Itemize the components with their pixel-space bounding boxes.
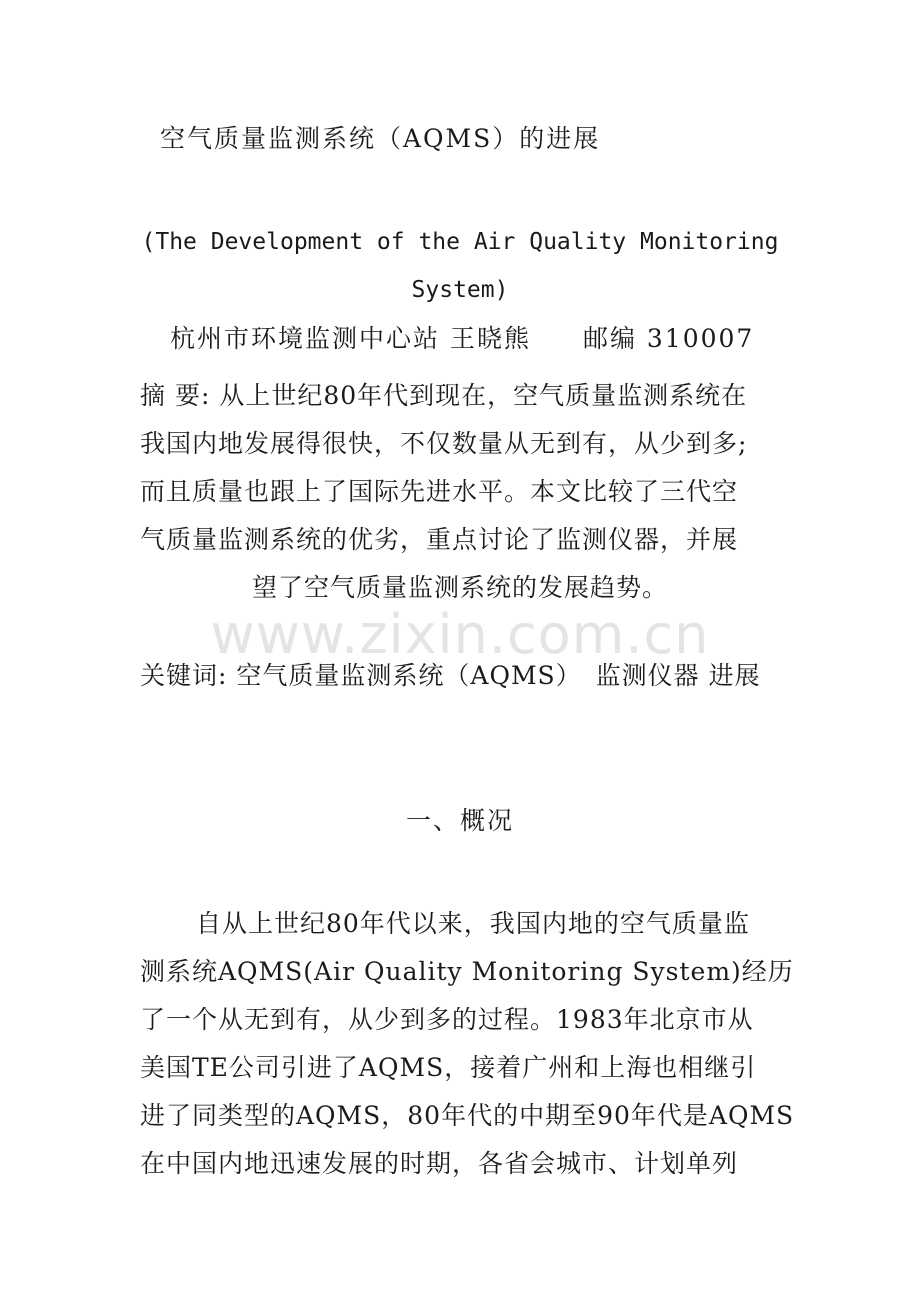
document-title: 空气质量监测系统（AQMS）的进展 <box>160 124 601 153</box>
keyword-3: 进展 <box>708 661 761 690</box>
body-line-6: 在中国内地迅速发展的时期，各省会城市、计划单列 <box>140 1149 739 1178</box>
abstract-label: 摘 要: <box>140 381 211 410</box>
body-line-5: 进了同类型的AQMS，80年代的中期至90年代是AQMS <box>140 1101 795 1130</box>
english-title: (The Development of the Air Quality Monitoring System) <box>141 229 779 303</box>
body-line-3: 了一个从无到有，从少到多的过程。1983年北京市从 <box>140 1005 754 1034</box>
abstract-line-4: 气质量监测系统的优劣，重点讨论了监测仪器，并展 <box>140 525 739 554</box>
author-affiliation: 杭州市环境监测中心站 王晓熊 <box>170 324 531 353</box>
author-postcode: 邮编 310007 <box>582 324 755 353</box>
keywords-line <box>140 661 761 691</box>
abstract-line-2: 我国内地发展得很快，不仅数量从无到有，从少到多; <box>140 429 748 458</box>
section-body <box>140 900 795 1188</box>
keywords-label: 关键词: <box>140 661 228 690</box>
section-heading: 一、概况 <box>405 806 514 835</box>
abstract-line-1: 从上世纪80年代到现在，空气质量监测系统在 <box>219 381 748 410</box>
body-line-2: 测系统AQMS(Air Quality Monitoring System)经历 <box>140 957 794 986</box>
abstract-line-3: 而且质量也跟上了国际先进水平。本文比较了三代空 <box>140 477 739 506</box>
keyword-2: 监测仪器 <box>595 661 700 690</box>
watermark: www.zixin.com.cn <box>210 603 710 666</box>
abstract <box>140 372 780 612</box>
keyword-1: 空气质量监测系统（AQMS） <box>236 661 582 690</box>
author-line <box>170 324 754 354</box>
body-line-4: 美国TE公司引进了AQMS，接着广州和上海也相继引 <box>140 1053 757 1082</box>
abstract-line-5: 望了空气质量监测系统的发展趋势。 <box>251 573 668 602</box>
body-line-1: 自从上世纪80年代以来，我国内地的空气质量监 <box>196 909 750 938</box>
